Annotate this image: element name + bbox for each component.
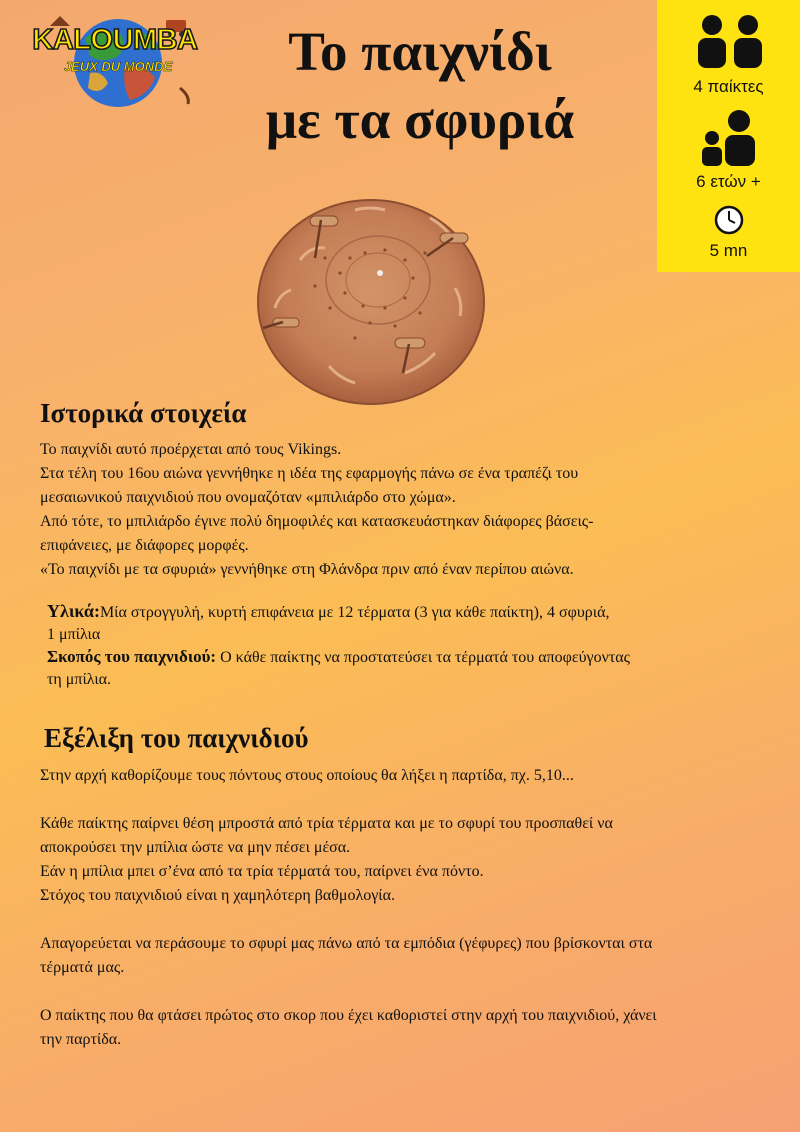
- title-line-1: Το παιχνίδι: [288, 21, 552, 82]
- brand-tagline: JEUX DU MONDE: [63, 59, 173, 74]
- history-line: μεσαιωνικού παιχνιδιού που ονομαζόταν «μπιλιάρδο στο χώμα».: [40, 489, 456, 506]
- history-line: επιφάνειες, με διάφορες μορφές.: [40, 537, 249, 554]
- materials-text: Μία στρογγυλή, κυρτή επιφάνεια με 12 τέρματα (3 για κάθε παίκτη), 4 σφυριά,: [99, 604, 610, 621]
- goal-text: Ο κάθε παίκτης να προστατεύσει τα τέρματά του αποφεύγοντας: [216, 649, 630, 666]
- title-line-2: με τα σφυριά: [265, 89, 575, 150]
- gameplay-line: Στην αρχή καθορίζουμε τους πόντους στους οποίους θα λήξει η παρτίδα, πχ. 5,10...: [40, 767, 574, 784]
- play-duration: 5 mn: [709, 241, 748, 260]
- history-line: Το παιχνίδι αυτό προέρχεται από τους Vikings.: [40, 441, 342, 458]
- goal-label: Σκοπός του παιχνιδιού:: [47, 647, 217, 666]
- history-line: Στα τέλη του 16ου αιώνα γεννήθηκε η ιδέα της εφαρμογής πάνω σε ένα τραπέζι του: [40, 465, 579, 482]
- gameplay-line: Ο παίκτης που θα φτάσει πρώτος στο σκορ που έχει καθοριστεί στην αρχή του παιχνιδιού, χάνει: [40, 1007, 657, 1024]
- page-title: [180, 18, 660, 154]
- gameplay-heading: Εξέλιξη του παιχνιδιού: [44, 723, 309, 753]
- game-board-image: [255, 198, 487, 410]
- materials-text-2: 1 μπίλια: [47, 626, 101, 643]
- gameplay-line: τέρματά μας.: [40, 959, 125, 976]
- history-heading: Ιστορικά στοιχεία: [40, 398, 247, 428]
- materials-label: Υλικά:: [47, 601, 100, 621]
- gameplay-text: [40, 764, 740, 1052]
- gameplay-line: Στόχος του παιχνιδιού είναι η χαμηλότερη βαθμολογία.: [40, 887, 395, 904]
- brand-name: KALOUMBA: [32, 24, 198, 56]
- history-text: [40, 438, 740, 582]
- globe-icon: [30, 8, 200, 108]
- materials-block: [47, 600, 747, 691]
- history-line: Από τότε, το μπιλιάρδο έγινε πολύ δημοφιλές και κατασκευάστηκαν διάφορες βάσεις-: [40, 513, 594, 530]
- age-icon: [697, 110, 761, 166]
- age-requirement: 6 ετών +: [696, 172, 761, 191]
- players-icon: [695, 14, 765, 68]
- clock-icon: [714, 205, 744, 235]
- gameplay-line: αποκρούσει την μπίλια ώστε να μην πέσει μέσα.: [40, 839, 351, 856]
- game-info-box: [657, 0, 800, 272]
- gameplay-line: Απαγορεύεται να περάσουμε το σφυρί μας πάνω από τα εμπόδια (γέφυρες) που βρίσκονται στα: [40, 935, 653, 952]
- history-line: «Το παιχνίδι με τα σφυριά» γεννήθηκε στη Φλάνδρα πριν από έναν περίπου αιώνα.: [40, 561, 574, 578]
- players-count: 4 παίκτες: [693, 77, 764, 96]
- goal-text-2: τη μπίλια.: [47, 671, 112, 688]
- gameplay-line: Κάθε παίκτης παίρνει θέση μπροστά από τρία τέρματα και με το σφυρί του προσπαθεί να: [40, 815, 613, 832]
- gameplay-line: την παρτίδα.: [40, 1031, 122, 1048]
- kaloumba-logo: [30, 8, 200, 108]
- gameplay-line: Εάν η μπίλια μπει σ’ένα από τα τρία τέρματά του, παίρνει ένα πόντο.: [40, 863, 484, 880]
